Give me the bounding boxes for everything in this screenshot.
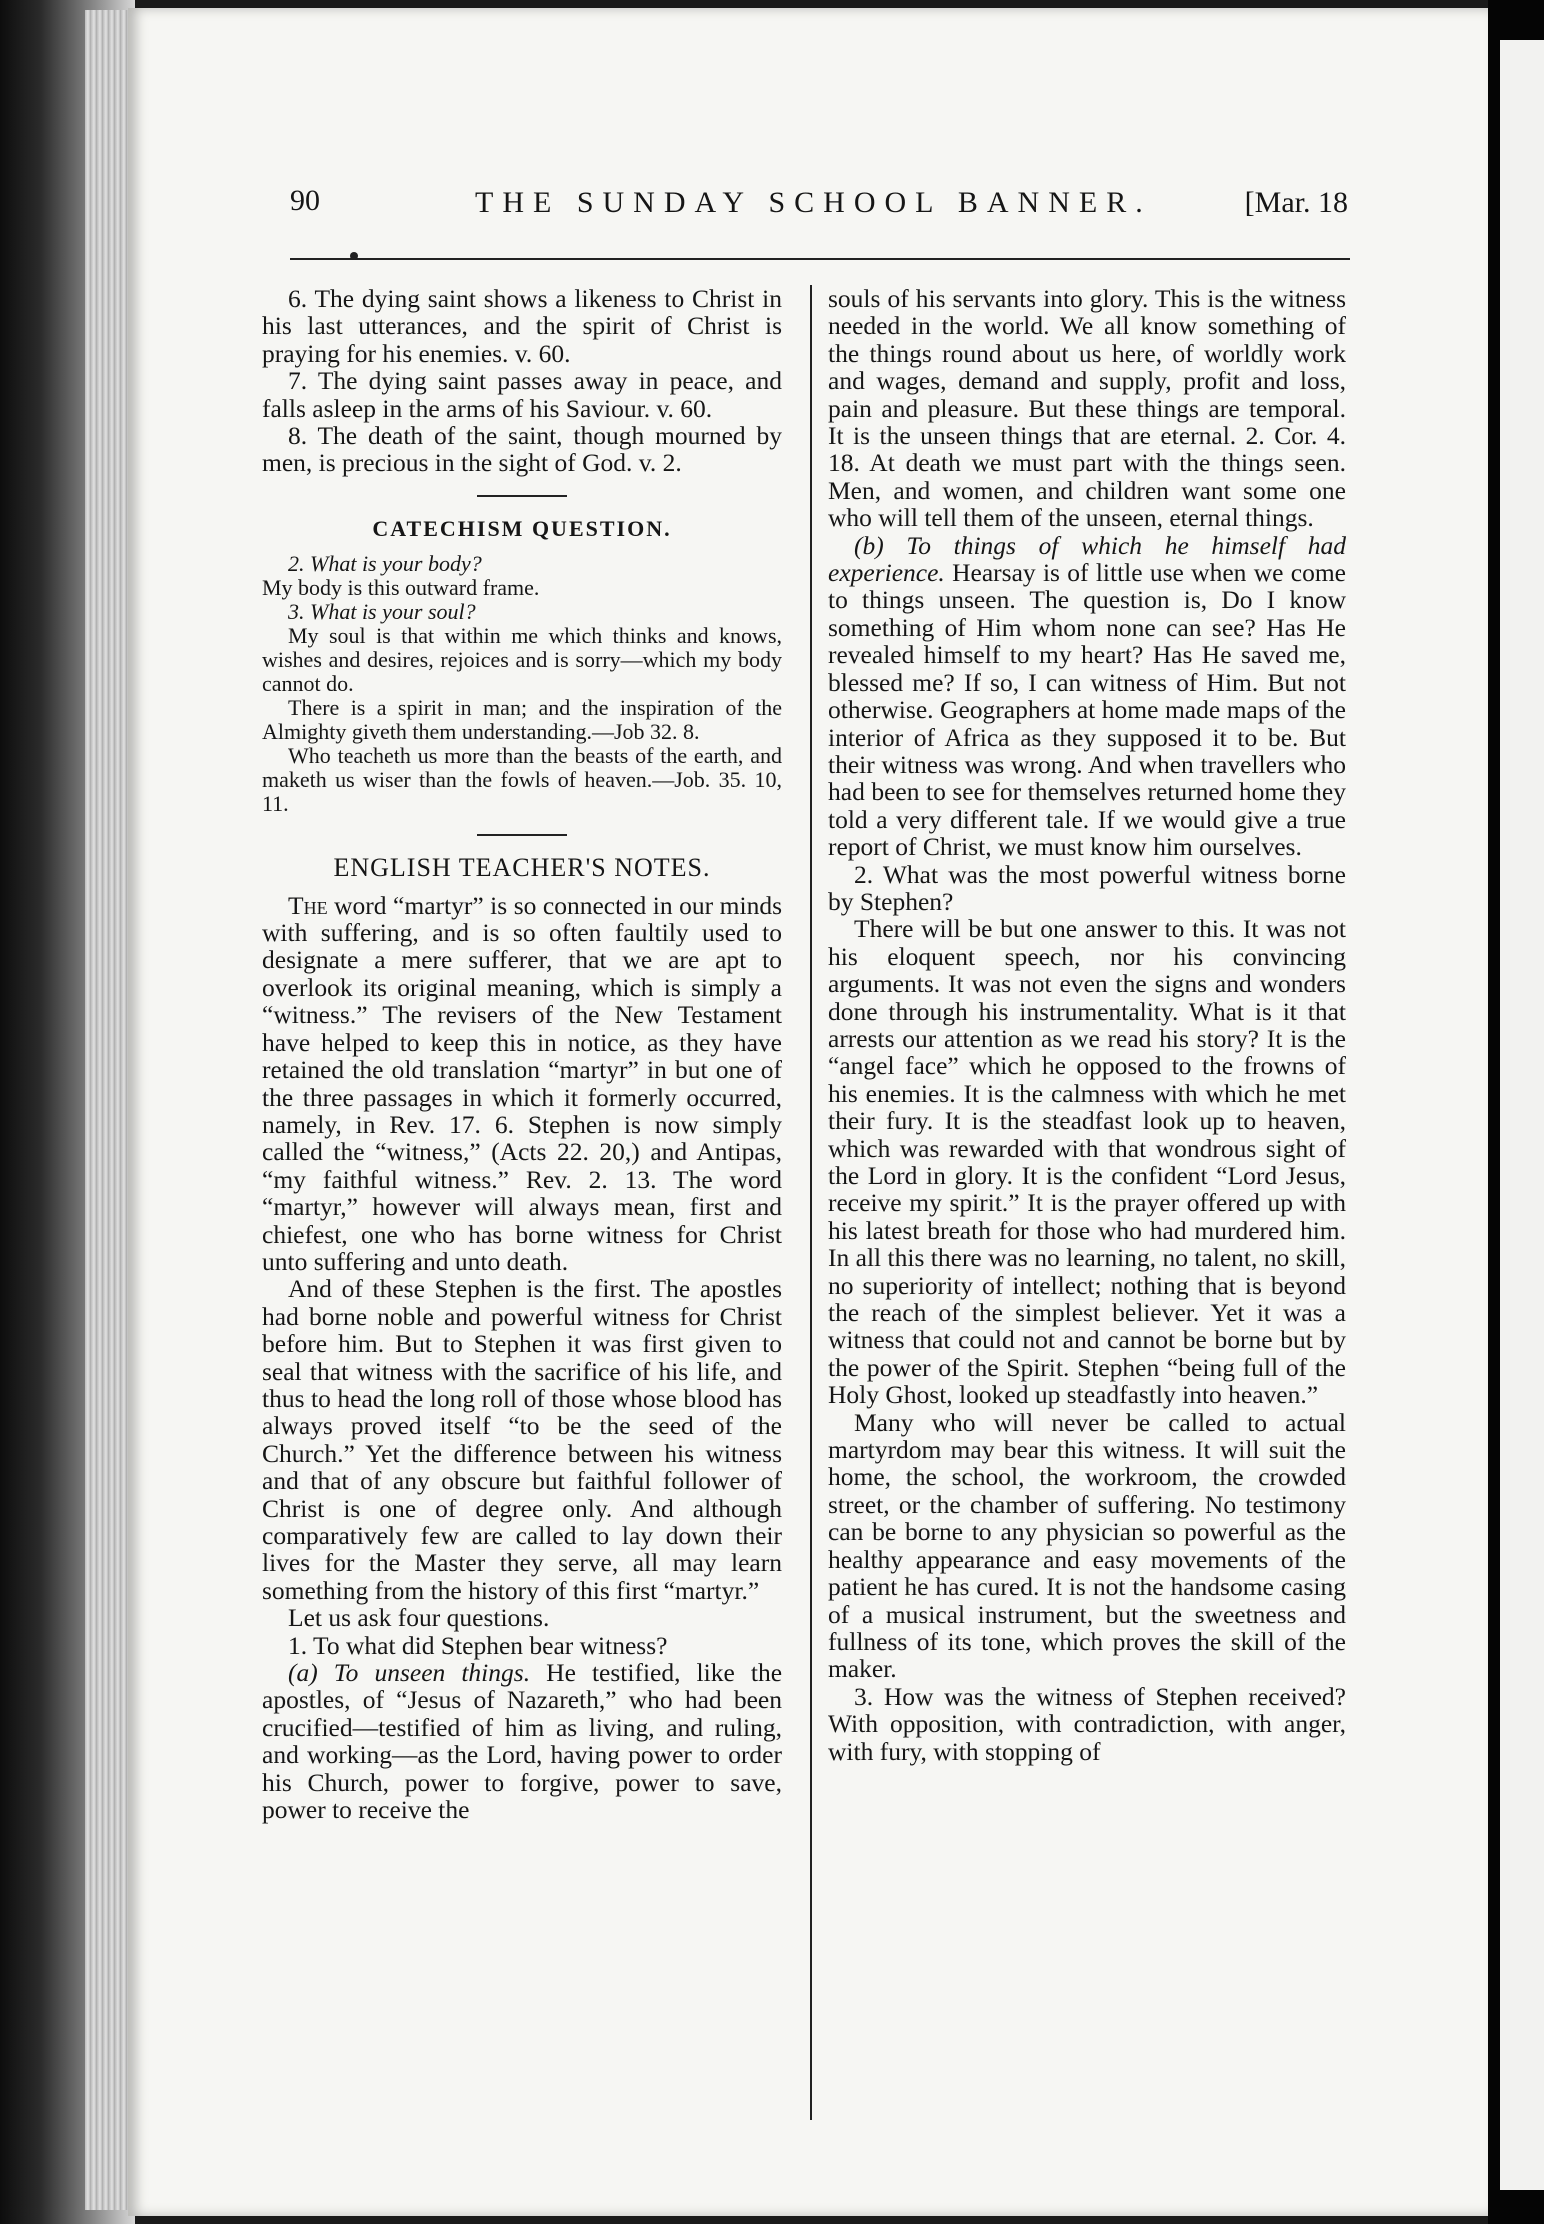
notes-question: 3. How was the witness of Stephen received? With opposition, with contradiction, with anger, with fury, with stopping of bbox=[828, 1681, 1346, 1766]
notes-paragraph: (a) To unseen things. He testified, like the apostles, of “Jesus of Nazareth,” who had been crucified—testified of him as living, and ruling, and working—as the Lord, having power to order his Church, power to forgive, power to save, power to receive the bbox=[262, 1658, 783, 1825]
catechism-answer: My soul is that within me which thinks and knows, wishes and desires, rejoices and is sorry—which my body cannot do. bbox=[262, 623, 782, 697]
header-ornament bbox=[350, 252, 358, 260]
notes-paragraph: Let us ask four questions. bbox=[288, 1603, 550, 1633]
notes-paragraph: (b) To things of which he himself had experience. Hearsay is of little use when we come to things unseen. The question is, Do I know something of Him whom none can see? Has He revealed himself to my heart? Has He saved me, blessed me? If so, I can witness of Him. But not otherwise. Geographers at home made maps of the interior of Africa as they supposed it to be. But their witness was wrong. And when travellers who had been to see for themselves returned home they told a very different tale. If we would give a true report of Christ, we must know him ourselves. bbox=[828, 530, 1346, 862]
notes-paragraph: There will be but one answer to this. It was not his eloquent speech, nor his convincing arguments. It was not even the signs and wonders done through his instrumentality. What is it that arrests our attention as we read his story? It is the “angel face” which he opposed to the frowns of his enemies. It is the calmness with which he met their fury. It is the steadfast look up to heaven, which was rewarded with that wondrous sight of the Lord in glory. It is the confident “Lord Jesus, receive my spirit.” It is the prayer offered up with his latest breath for those who had murdered him. In all this there was no learning, no talent, no skill, no superiority of intellect; nothing that is beyond the reach of the simplest believer. Yet it was a witness that could not and cannot be borne but by the power of the Spirit. Stephen “being full of the Holy Ghost, looked up steadfastly into heaven.” bbox=[828, 914, 1346, 1410]
section-rule bbox=[477, 495, 567, 497]
column-divider bbox=[810, 285, 812, 2120]
lesson-point: 7. The dying saint passes away in peace, and falls asleep in the arms of his Saviour. v. 60. bbox=[262, 366, 782, 423]
running-title: THE SUNDAY SCHOOL BANNER. bbox=[475, 186, 1152, 219]
notes-question: 1. To what did Stephen bear witness? bbox=[288, 1630, 668, 1660]
facing-page-edge bbox=[1500, 40, 1544, 2190]
catechism-answer: My body is this outward frame. bbox=[262, 575, 540, 601]
notes-paragraph: And of these Stephen is the first. The apostles had borne noble and powerful witness for Christ before him. But to Stephen it was first given to seal that witness with the sacrifice of his life, and thus to head the long roll of those whose blood has always proved itself “to be the seed of the Church.” Yet the difference between his witness and that of any obscure but faithful follower of Christ is one of degree only. And although comparatively few are called to lay down their lives for the Master they serve, all may learn something from the history of this first “martyr.” bbox=[262, 1274, 782, 1605]
notes-paragraph: The word “martyr” is so connected in our minds with suffering, and is so often faultily used to designate a mere sufferer, that we are apt to overlook its original meaning, which is simply a “witness.” The revisers of the New Testament have helped to keep this in notice, as they have retained the old translation “martyr” in but one of the three passages in which it formerly occurred, namely, in Rev. 17. 6. Stephen is now simply called the “witness,” (Acts 22. 20,) and Antipas, “my faithful witness.” Rev. 2. 13. The word “martyr,” however will always mean, first and chiefest, one who has borne witness for Christ unto suffering and unto death. bbox=[262, 890, 782, 1276]
subpoint-label: (a) To unseen things. bbox=[288, 1658, 531, 1688]
lesson-point: 6. The dying saint shows a likeness to Christ in his last utterances, and the spirit of Christ is praying for his enemies. v. 60. bbox=[262, 284, 782, 368]
issue-date: [Mar. 18 bbox=[1244, 186, 1348, 219]
notes-paragraph: Many who will never be called to actual martyrdom may bear this witness. It will suit the home, the school, the workroom, the crowded street, or the chamber of suffering. No testimony can be borne to any physician so powerful as the healthy appearance and easy movements of the patient he has cured. It is not the handsome casing of a musical instrument, but the sweetness and fullness of its tone, which proves the skill of the maker. bbox=[828, 1407, 1346, 1684]
notes-paragraph: souls of his servants into glory. This is the witness needed in the world. We all know something of the things round about us here, of worldly work and wages, demand and supply, profit and loss, pain and pleasure. But these things are temporal. It is the unseen things that are eternal. 2. Cor. 4. 18. At death we must part with the things seen. Men, and women, and children want some one who will tell them of the unseen, eternal things. bbox=[828, 284, 1346, 533]
subpoint-label: (b) To things of which he himself had experience. bbox=[828, 530, 1346, 588]
left-column bbox=[262, 285, 782, 1823]
catechism-question: 3. What is your soul? bbox=[288, 599, 476, 625]
scripture-quote: Who teacheth us more than the beasts of the earth, and maketh us wiser than the fowls of heaven.—Job. 35. 10, 11. bbox=[262, 743, 782, 817]
lesson-point: 8. The death of the saint, though mourned by men, is precious in the sight of God. v. 2. bbox=[262, 421, 782, 478]
page-header bbox=[290, 172, 1360, 232]
right-column bbox=[828, 285, 1346, 1765]
catechism-question: 2. What is your body? bbox=[288, 551, 482, 577]
scripture-quote: There is a spirit in man; and the inspiration of the Almighty giveth them understanding.—Job 32. 8. bbox=[262, 695, 782, 745]
catechism-heading: CATECHISM QUESTION. bbox=[372, 515, 672, 541]
header-rule bbox=[290, 258, 1350, 260]
notes-question: 2. What was the most powerful witness borne by Stephen? bbox=[828, 859, 1346, 916]
notes-heading: ENGLISH TEACHER'S NOTES. bbox=[333, 853, 711, 883]
notes-lead-word: The bbox=[288, 890, 328, 920]
page-number: 90 bbox=[290, 184, 320, 217]
section-rule bbox=[477, 834, 567, 836]
